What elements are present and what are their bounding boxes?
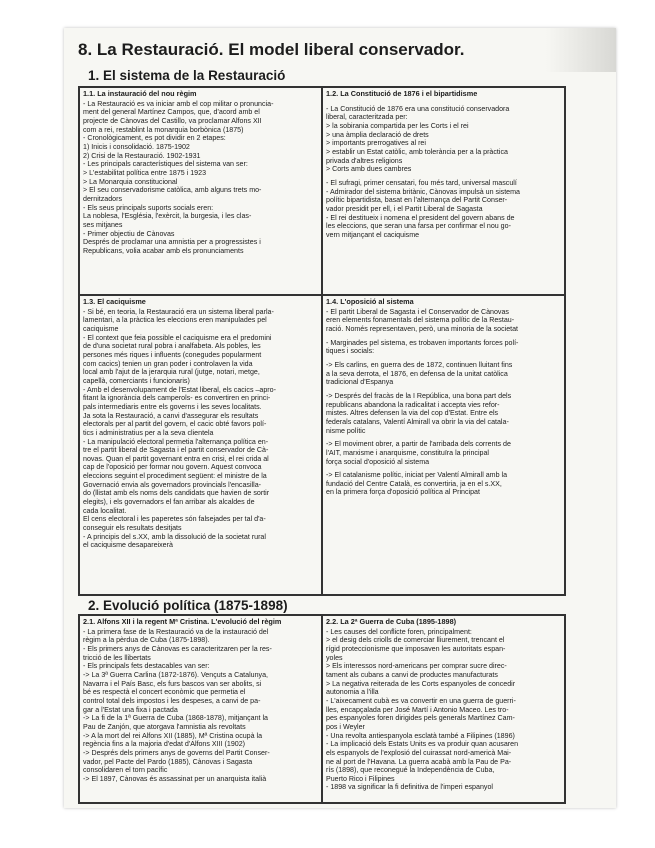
text-line: a la seva derrota, el 1876, en defensa de la unitat catòlica — [326, 369, 508, 378]
text-line: - El sufragi, primer censatari, fou més tard, universal masculí — [326, 178, 517, 187]
cell-body — [83, 308, 318, 550]
text-line: > Els interessos nord-americans per comprar sucre direc- — [326, 662, 507, 671]
text-line: ració. Només representaven, però, una minoria de la societat — [326, 324, 519, 333]
text-line: - A principis del s.XX, amb la dissolució de la societat rural — [83, 532, 266, 541]
text-line: tricció de les llibertats — [83, 653, 151, 662]
text-line: -> Els carlins, en guerra des de 1872, continuen lluitant fins — [326, 360, 513, 369]
cell-body — [326, 628, 561, 792]
text-line: Després de proclamar una amnistia per a progressistes i — [83, 238, 261, 247]
text-line: -> El 1897, Cànovas és assassinat per un anarquista italià — [83, 774, 267, 783]
text-line: autonomia a l'illa — [326, 688, 379, 697]
section-2-title: 2. Evolució política (1875-1898) — [88, 598, 288, 613]
text-line: - La implicació dels Estats Units es va produir quan acusaren — [326, 740, 519, 749]
text-line: ne al port de l'Havana. La guerra acabà amb la Pau de Pa- — [326, 757, 512, 766]
text-line: > el desig dels criolls de comerciar lliurement, trencant el — [326, 636, 505, 645]
cell-1-3 — [79, 295, 322, 595]
section-1-title: 1. El sistema de la Restauració — [88, 68, 286, 83]
text-line: - Cronològicament, es pot dividir en 2 etapes: — [83, 134, 226, 143]
document-sheet — [64, 28, 616, 808]
text-line: conseguir els resultats desitjats — [83, 524, 182, 533]
text-line: - Els seus principals suports socials eren: — [83, 203, 214, 212]
text-line: persones més riques i influents (conegudes popularment — [83, 350, 262, 359]
text-line: fitant la ignorància dels camperols- es convertiren en princi- — [83, 394, 271, 403]
text-line: local amb l'ajut de la jerarquia rural (jutge, notari, metge, — [83, 368, 260, 377]
text-line: > una àmplia declaració de drets — [326, 130, 429, 139]
text-line: capellà, comerciants i funcionaris) — [83, 376, 190, 385]
cell-2-1 — [79, 615, 322, 803]
text-line: eleccions seguint el procediment següent: el ministre de la — [83, 472, 267, 481]
text-line: electorals per al partit del govern, el cacic obté favors polí- — [83, 420, 267, 429]
cell-title: 1.2. La Constitució de 1876 i el bipartidisme — [326, 89, 478, 98]
text-line: liberal, caracteritzada per: — [326, 113, 408, 122]
cell-body — [326, 100, 561, 240]
text-line: control total dels impostos i les despeses, a canvi de pa- — [83, 696, 261, 705]
text-line: de d'una societat rural pobra i analfabeta. Als pobles, les — [83, 342, 261, 351]
text-line: - Una revolta antiespanyola esclatà també a Filipines (1896) — [326, 731, 515, 740]
page-edge-shadow — [546, 28, 616, 72]
text-line: fundació del Centre Català, es convertiria, ja en el s.XX, — [326, 479, 502, 488]
text-line: força social d'oposició al sistema — [326, 457, 430, 466]
cell-1-4 — [322, 295, 565, 595]
text-line: > la sobirania compartida per les Corts i el rei — [326, 121, 469, 130]
text-line: novas. Quan el partit governant entra en crisi, el rei crida al — [83, 454, 269, 463]
text-line: nisme polític — [326, 426, 366, 435]
text-line: vern mitjançant el caciquisme — [326, 230, 420, 239]
text-line: tiques i socials: — [326, 347, 375, 356]
text-line: dernitzadors — [83, 194, 123, 203]
text-line: republicans abandona la radicalitat i accepta vies refor- — [326, 400, 500, 409]
text-line: gar a l'Estat una fixa i pactada — [83, 705, 178, 714]
text-line: do (llistat amb els noms dels candidats que havien de sortir — [83, 489, 270, 498]
text-line: rígid proteccionisme que imposaven les autoritats espan- — [326, 644, 506, 653]
text-line: La noblesa, l'Església, l'exèrcit, la burgesia, i les clas- — [83, 212, 252, 221]
text-line: ses mitjanes — [83, 220, 123, 229]
text-line: - La Restauració es va iniciar amb el cop militar o pronuncia- — [83, 99, 274, 108]
cell-body — [83, 100, 318, 256]
text-line: rís (1898), que reconegué la Independència de Cuba, — [326, 766, 495, 775]
text-line: - El rei destitueix i nomena el president del govern abans de — [326, 213, 515, 222]
text-line: règim a la pèrdua de Cuba (1875-1898). — [83, 636, 210, 645]
text-line: > importants prerrogatives al rei — [326, 139, 426, 148]
cell-body — [83, 628, 318, 784]
text-line: vador, pel Pacte del Pardo (1885), Cànovas i Sagasta — [83, 757, 253, 766]
text-line: > Corts amb dues cambres — [326, 165, 412, 174]
text-line: cap de l'oposició per formar nou govern. Aquest convoca — [83, 463, 262, 472]
cell-title: 1.1. La instauració del nou règim — [83, 89, 197, 98]
text-line: pes espanyoles foren dirigides pels generals Martínez Cam- — [326, 714, 515, 723]
text-line: consolidaren el torn pacífic — [83, 766, 168, 775]
text-line: -> El moviment obrer, a partir de l'arribada dels corrents de — [326, 440, 511, 449]
text-line: > establir un Estat catòlic, amb tolerància per a la pràctica — [326, 147, 508, 156]
text-line: vador presidit per ell, i el Partit Liberal de Sagasta — [326, 204, 483, 213]
cell-title: 2.2. La 2ª Guerra de Cuba (1895-1898) — [326, 617, 457, 626]
text-line: - Primer objectiu de Cànovas — [83, 229, 175, 238]
text-line: Republicans, volia acabar amb els pronunciaments — [83, 246, 244, 255]
text-line: - La manipulació electoral permetia l'alternança política en- — [83, 437, 269, 446]
text-line: caciquisme — [83, 324, 119, 333]
text-line: -> La 3ª Guerra Carlina (1872-1876). Vençuts a Catalunya, — [83, 670, 269, 679]
text-line: projecte de Cànovas del Castillo, va proclamar Alfons XII — [83, 116, 262, 125]
text-line: cada localitat. — [83, 506, 127, 515]
text-line: > L'estabilitat política entre 1875 i 1923 — [83, 168, 207, 177]
cell-1-1 — [79, 87, 322, 295]
text-line: privada d'altres religions — [326, 156, 403, 165]
text-line: - Les causes del conflicte foren, principalment: — [326, 627, 472, 636]
text-line: yoles — [326, 653, 343, 662]
text-line: - La Constitució de 1876 era una constitució conservadora — [326, 104, 510, 113]
text-line: 2) Crisi de la Restauració. 1902-1931 — [83, 151, 201, 160]
text-line: Ja sota la Restauració, a canvi d'assegurar els resultats — [83, 411, 259, 420]
text-line: com a rei, restablint la monarquia borbònica (1875) — [83, 125, 244, 134]
text-line: els espanyols de l'explosió del cuirassat nord-americà Mai- — [326, 748, 512, 757]
text-line: lles, encapçalada per José Martí i Antonio Maceo. Les tro- — [326, 705, 509, 714]
text-line: el caciquisme desapareixerà — [83, 541, 173, 550]
text-line: tics i administratius per a la seva clientela — [83, 428, 214, 437]
section-2-grid — [78, 614, 566, 804]
text-line: - Amb el desenvolupament de l'Estat liberal, els cacics –apro- — [83, 385, 276, 394]
text-line: federals catalans, Valentí Almirall va obrir la via del catala- — [326, 417, 509, 426]
text-line: tradicional d'Espanya — [326, 378, 394, 387]
text-line: El cens electoral i les paperetes són falsejades per tal d'a- — [83, 515, 266, 524]
text-line: Navarra i el País Basc, els furs bascos van ser abolits, si — [83, 679, 262, 688]
cell-title: 2.1. Alfons XII i la regent Mª Cristina. L'evolució del règim — [83, 617, 282, 626]
text-line: > El seu conservadorisme catòlica, amb alguns trets mo- — [83, 186, 262, 195]
text-line: -> A la mort del rei Alfons XII (1885), Mª Cristina ocupà la — [83, 731, 263, 740]
text-line: regència fins a la majoria d'edat d'Alfons XIII (1902) — [83, 740, 246, 749]
text-line: eren elements fonamentals del sistema polític de la Restau- — [326, 316, 515, 325]
text-line: pos i Weyler — [326, 722, 365, 731]
text-line: tre el partit liberal de Sagasta i el partit conservador de Cà- — [83, 446, 269, 455]
text-line: -> La fi de la 1ª Guerra de Cuba (1868-1878), mitjançant la — [83, 714, 269, 723]
text-line: Governació envia als governadors provincials l'encasilla- — [83, 480, 261, 489]
cell-1-2 — [322, 87, 565, 295]
text-line: Pau de Zanjón, que atorgava l'amnistia als revoltats — [83, 722, 246, 731]
text-line: polític bipartidista, basat en l'alternança del Partit Conser- — [326, 196, 508, 205]
text-line: Puerto Rico i Filipines — [326, 774, 395, 783]
text-line: com cacics) tenien un gran poder i controlaven la vida — [83, 359, 253, 368]
text-line: - El partit Liberal de Sagasta i el Conservador de Cànovas — [326, 307, 509, 316]
text-line: - La primera fase de la Restauració va de la instauració del — [83, 627, 269, 636]
text-line: - El context que feia possible el caciquisme era el predomini — [83, 333, 272, 342]
text-line: - Admirador del sistema britànic, Cànovas impulsà un sistema — [326, 187, 520, 196]
text-line: les eleccions, que seran una farsa per confirmar el nou go- — [326, 222, 511, 231]
text-line: pals intermediaris entre els governs i les seves localitats. — [83, 402, 262, 411]
cell-title: 1.4. L'oposició al sistema — [326, 297, 414, 306]
text-line: - Els primers anys de Cànovas es caracteritzaren per la res- — [83, 644, 272, 653]
text-line: -> El catalanisme polític, iniciat per Valentí Almirall amb la — [326, 471, 508, 480]
text-line: - 1898 va significar la fi definitiva de l'imperi espanyol — [326, 783, 493, 792]
text-line: > La negativa reiterada de les Corts espanyoles de concedir — [326, 679, 516, 688]
text-line: -> Després dels primers anys de governs del Partit Conser- — [83, 748, 270, 757]
main-title: 8. La Restauració. El model liberal conservador. — [78, 40, 465, 59]
text-line: en la primera força d'oposició política al Principat — [326, 488, 480, 497]
text-line: elegits), i els governadors el fan arribar als alcaldes de — [83, 498, 255, 507]
text-line: lamentari, a la pràctica les eleccions eren manipulades pel — [83, 316, 267, 325]
text-line: 1) Inicis i consolidació. 1875-1902 — [83, 142, 190, 151]
cell-body — [326, 308, 561, 497]
text-line: mistes. Altres defensen la via del cop d'Estat. Entre els — [326, 409, 499, 418]
text-line: - Si bé, en teoria, la Restauració era un sistema liberal parla- — [83, 307, 274, 316]
text-line: tament als cubans a canvi de productes manufacturats — [326, 670, 498, 679]
text-line: l'AIT, marxisme i anarquisme, constituïra la principal — [326, 448, 489, 457]
text-line: - Marginades pel sistema, es trobaven importants forces polí- — [326, 338, 519, 347]
text-line: - Els principals fets destacables van ser: — [83, 662, 210, 671]
cell-2-2 — [322, 615, 565, 803]
text-line: - L'aixecament cubà es va convertir en una guerra de guerri- — [326, 696, 516, 705]
text-line: > La Monarquia constitucional — [83, 177, 178, 186]
text-line: bé es respectà el concert econòmic que permetia el — [83, 688, 246, 697]
text-line: ment del general Martínez Campos, que, d'acord amb el — [83, 108, 260, 117]
text-line: -> Després del fracàs de la I República, una bona part dels — [326, 391, 512, 400]
cell-title: 1.3. El caciquisme — [83, 297, 146, 306]
text-line: - Les principals característiques del sistema van ser: — [83, 160, 248, 169]
section-1-grid — [78, 86, 566, 596]
